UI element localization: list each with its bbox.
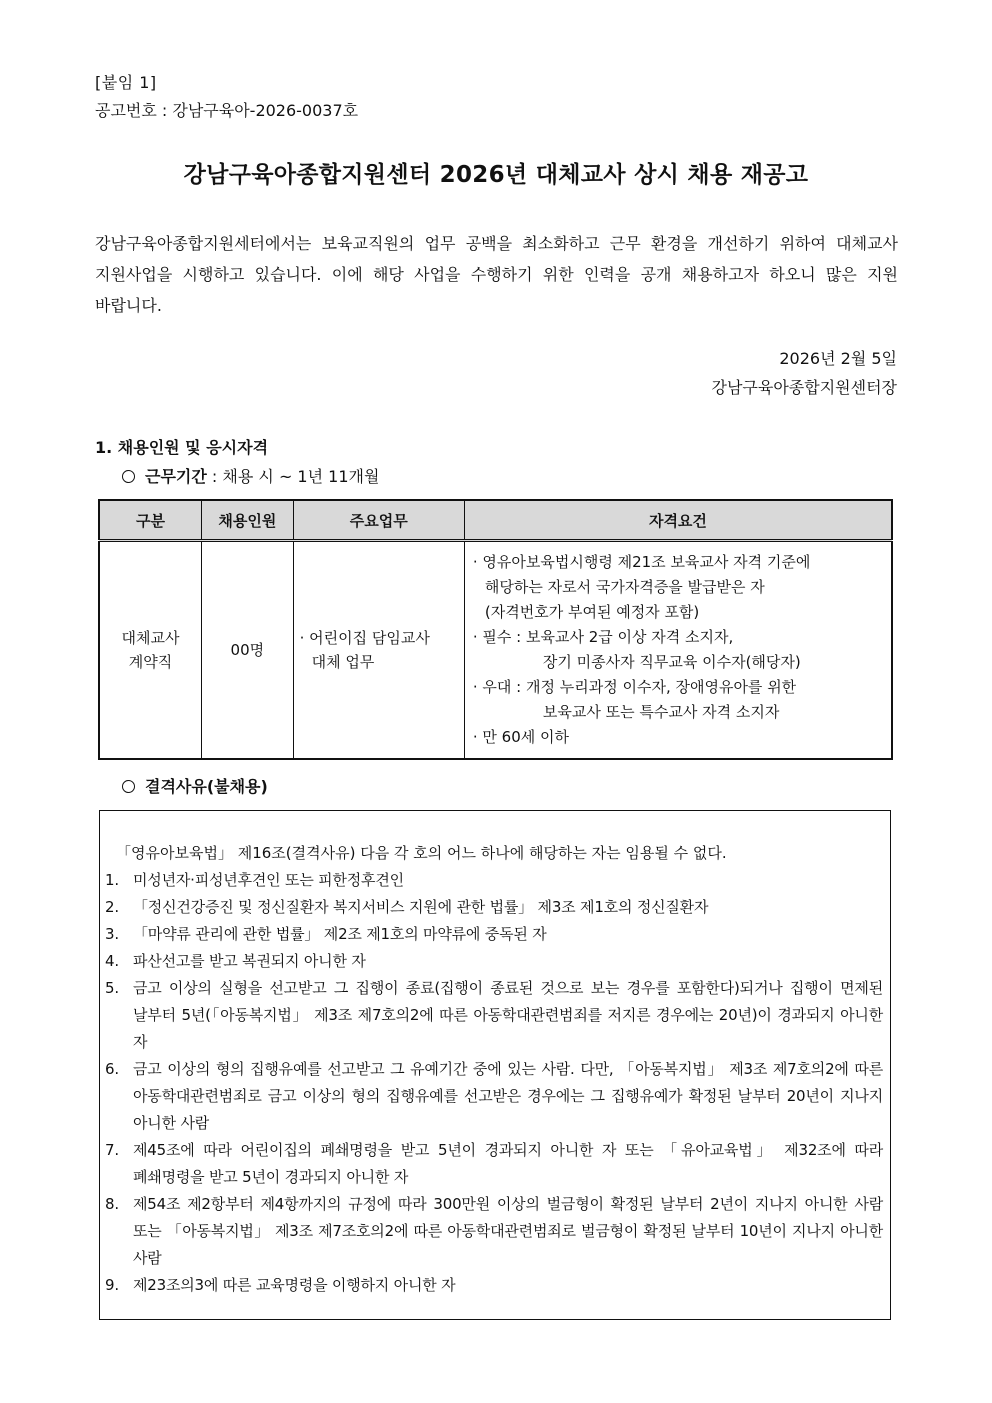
work-period-value: : 채용 시 ~ 1년 11개월 (211, 467, 380, 486)
item-text: 금고 이상의 형의 집행유예를 선고받고 그 유예기간 중에 있는 사람. 다만, 「아동복지법」 제3조 제7호의2에 따른 아동학대관련범죄로 금고 이상의 형의 집행유예를 선고받은 경우에는 그 집행유예가 확정된 날부터 20년이 지나지 아니한 사람 (133, 1060, 883, 1132)
list-item (105, 894, 883, 921)
attachment-label: [붙임 1] (95, 73, 157, 92)
item-number: 7. (105, 1141, 119, 1159)
disqualification-heading (122, 774, 268, 797)
table-header-row (99, 500, 892, 541)
circle-bullet-icon (122, 470, 135, 483)
qualification-line: · 영유아보육법시행령 제21조 보육교사 자격 기준에 (472, 553, 811, 571)
header-category: 구분 (99, 500, 202, 541)
header-qualifications: 자격요건 (464, 500, 892, 541)
header-duties: 주요업무 (293, 500, 464, 541)
list-item (105, 921, 883, 948)
issuer-name: 강남구육아종합지원센터장 (711, 378, 897, 397)
item-number: 4. (105, 952, 119, 970)
item-text: 미성년자·피성년후견인 또는 피한정후견인 (133, 871, 404, 889)
disqualification-box (99, 810, 891, 1320)
disqualification-intro: 「영유아보육법」 제16조(결격사유) 다음 각 호의 어느 하나에 해당하는 자는 임용될 수 없다. (116, 844, 727, 862)
category-line: 대체교사 (121, 629, 180, 647)
qualification-line: (자격번호가 부여된 예정자 포함) (484, 603, 700, 621)
page-title: 강남구육아종합지원센터 2026년 대체교사 상시 채용 재공고 (183, 162, 809, 188)
item-text: 「정신건강증진 및 정신질환자 복지서비스 지원에 관한 법률」 제3조 제1호의 정신질환자 (133, 898, 709, 916)
qualification-line: 장기 미종사자 직무교육 이수자(해당자) (542, 653, 801, 671)
duty-line: · 어린이집 담임교사 (299, 629, 430, 647)
cell-duties (293, 541, 464, 760)
disqualification-label: 결격사유(불채용) (145, 777, 268, 796)
list-item (105, 1272, 883, 1299)
list-item (105, 1137, 883, 1191)
qualification-line: · 우대 : 개정 누리과정 이수자, 장애영유아를 위한 (472, 678, 797, 696)
qualification-line: 보육교사 또는 특수교사 자격 소지자 (542, 703, 780, 721)
disqualification-list (105, 867, 883, 1299)
item-text: 파산선고를 받고 복권되지 아니한 자 (133, 952, 366, 970)
table-row (99, 541, 892, 760)
requirements-table (98, 499, 893, 760)
list-item (105, 1191, 883, 1272)
list-item (105, 975, 883, 1056)
qualification-line: · 만 60세 이하 (472, 728, 570, 746)
cell-headcount: 00명 (202, 541, 294, 760)
item-text: 제54조 제2항부터 제4항까지의 규정에 따라 300만원 이상의 벌금형이 확정된 날부터 2년이 지나지 아니한 사람 또는 「아동복지법」 제3조 제7조호의2에 따른 아동학대관련범죄로 벌금형이 확정된 날부터 10년이 지나지 아니한 사람 (133, 1195, 883, 1267)
cell-category (99, 541, 202, 760)
list-item (105, 948, 883, 975)
item-number: 5. (105, 979, 119, 997)
intro-paragraph: 강남구육아종합지원세터에서는 보육교직원의 업무 공백을 최소화하고 근무 환경을 개선하기 위하여 대체교사 지원사업을 시행하고 있습니다. 이에 해당 사업을 수행하기 위한 인력을 공개 채용하고자 하오니 많은 지원 바랍니다. (95, 234, 898, 315)
work-period-heading (122, 464, 379, 487)
work-period-label: 근무기간 (145, 467, 207, 486)
item-text: 제23조의3에 따른 교육명령을 이행하지 아니한 자 (133, 1276, 456, 1294)
item-number: 8. (105, 1195, 119, 1213)
item-text: 「마약류 관리에 관한 법률」 제2조 제1호의 마약류에 중독된 자 (133, 925, 547, 943)
qualification-line: · 필수 : 보육교사 2급 이상 자격 소지자, (472, 628, 734, 646)
cell-qualifications (464, 541, 892, 760)
list-item (105, 1056, 883, 1137)
category-line: 계약직 (128, 653, 173, 671)
duty-line: 대체 업무 (311, 653, 375, 671)
notice-date: 2026년 2월 5일 (779, 349, 897, 368)
header-headcount: 채용인원 (202, 500, 294, 541)
item-text: 금고 이상의 실형을 선고받고 그 집행이 종료(집행이 종료된 것으로 보는 경우를 포함한다)되거나 집행이 면제된 날부터 5년(「아동복지법」 제3조 제7호의2에 따른 아동학대관련범죄를 저지른 경우에는 20년)이 경과되지 아니한 자 (133, 979, 883, 1051)
item-number: 2. (105, 898, 119, 916)
item-text: 제45조에 따라 어린이집의 폐쇄명령을 받고 5년이 경과되지 아니한 자 또는 「유아교육법」 제32조에 따라 폐쇄명령을 받고 5년이 경과되지 아니한 자 (133, 1141, 883, 1186)
item-number: 9. (105, 1276, 119, 1294)
qualification-line: 해당하는 자로서 국가자격증을 발급받은 자 (484, 578, 765, 596)
notice-number: 공고번호 : 강남구육아-2026-0037호 (95, 101, 359, 120)
list-item (105, 867, 883, 894)
item-number: 6. (105, 1060, 119, 1078)
item-number: 3. (105, 925, 119, 943)
circle-bullet-icon (122, 780, 135, 793)
section-heading-recruitment: 1. 채용인원 및 응시자격 (95, 438, 269, 457)
item-number: 1. (105, 871, 119, 889)
